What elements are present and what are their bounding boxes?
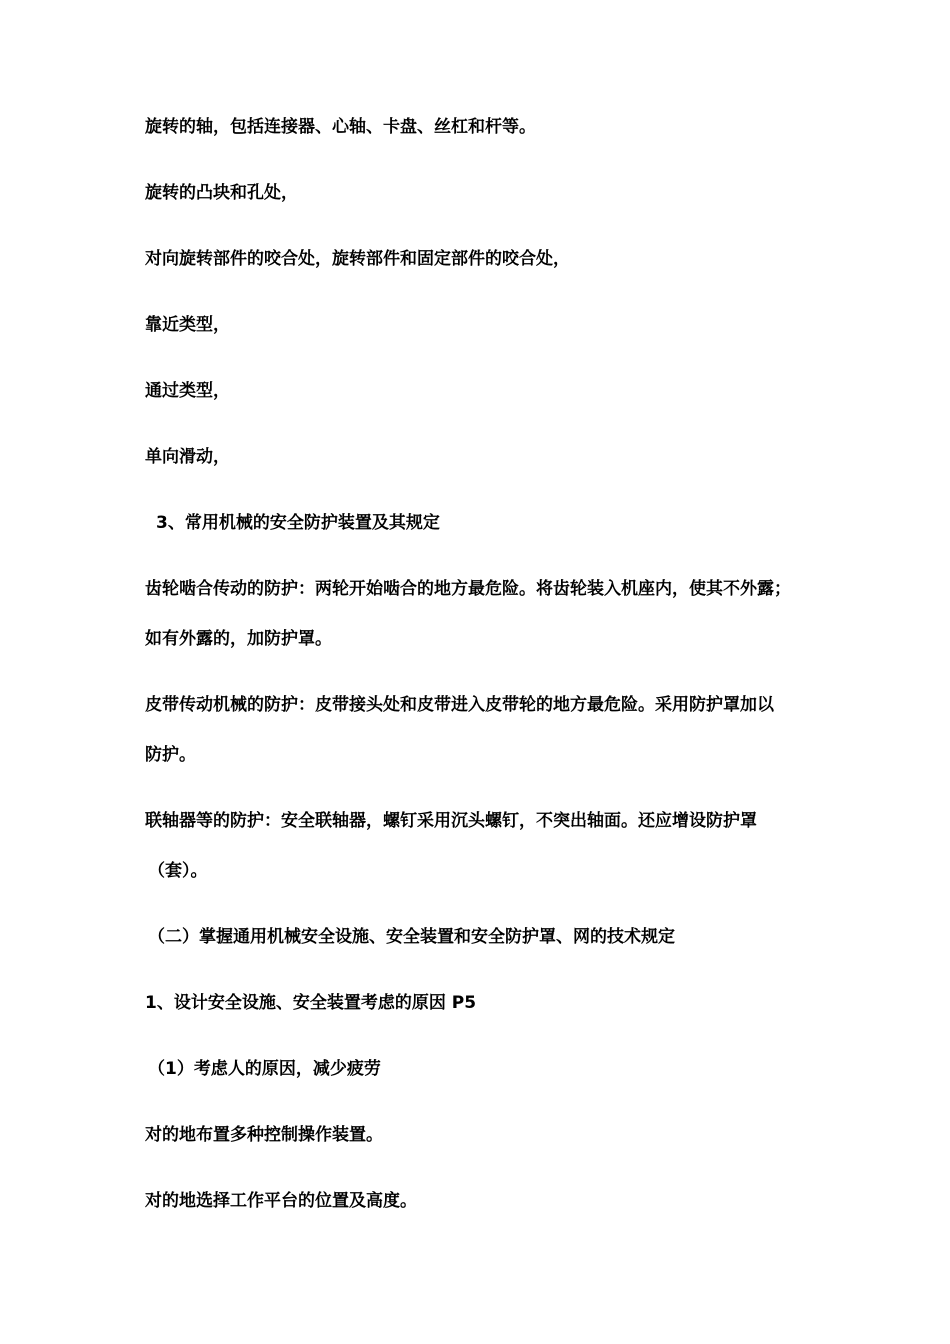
text-line-1: 旋转的轴，包括连接器、心轴、卡盘、丝杠和杆等。 <box>145 117 536 137</box>
text-line-belt: 皮带传动机械的防护：皮带接头处和皮带进入皮带轮的地方最危险。采用防护罩加以 <box>145 695 774 715</box>
section-heading-2: （二）掌握通用机械安全设施、安全装置和安全防护罩、网的技术规定 <box>148 927 675 947</box>
subsection-heading-1: 1、设计安全设施、安全装置考虑的原因 P5 <box>145 993 477 1013</box>
text-line-4: 靠近类型， <box>145 315 230 335</box>
text-line-controls: 对的地布置多种控制操作装置。 <box>145 1125 383 1145</box>
text-line-platform: 对的地选择工作平台的位置及高度。 <box>145 1191 417 1211</box>
text-line-3: 对向旋转部件的咬合处，旋转部件和固定部件的咬合处， <box>145 249 570 269</box>
text-line-coupling-cont: （套）。 <box>148 861 208 881</box>
section-heading-3: 3、常用机械的安全防护装置及其规定 <box>156 513 440 533</box>
text-line-coupling: 联轴器等的防护：安全联轴器，螺钉采用沉头螺钉，不突出轴面。还应增设防护罩 <box>145 811 757 831</box>
text-line-gear: 齿轮啮合传动的防护：两轮开始啮合的地方最危险。将齿轮装入机座内，使其不外露； <box>145 579 791 599</box>
text-line-2: 旋转的凸块和孔处， <box>145 183 298 203</box>
text-line-belt-cont: 防护。 <box>145 745 196 765</box>
subsection-heading-1-1: （1）考虑人的原因，减少疲劳 <box>148 1059 381 1079</box>
text-line-gear-cont: 如有外露的，加防护罩。 <box>145 629 332 649</box>
text-line-6: 单向滑动， <box>145 447 230 467</box>
text-line-5: 通过类型， <box>145 381 230 401</box>
